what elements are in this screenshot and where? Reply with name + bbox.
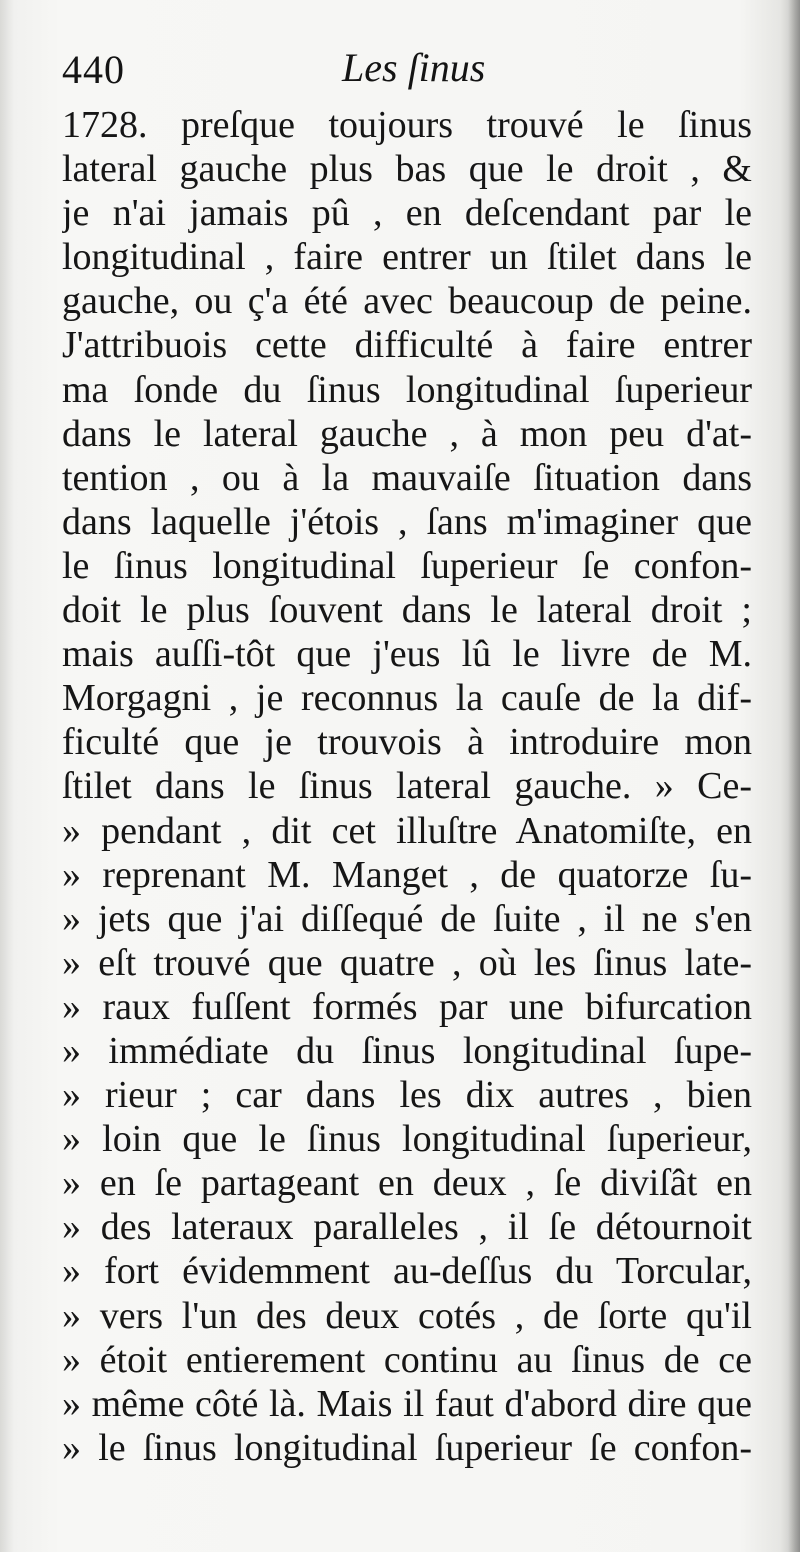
text-line: » jets que j'ai diſſequé de ſuite , il ne s'en	[62, 897, 752, 940]
text-line: » pendant , dit cet illuſtre Anatomiſte, en	[62, 809, 752, 852]
text-line: » même côté là. Mais il faut d'abord dire que	[62, 1382, 752, 1425]
text-line: » immédiate du ſinus longitudinal ſupe-	[62, 1029, 752, 1072]
text-line: J'attribuois cette difficulté à faire entrer	[62, 324, 752, 367]
page-edge-shadow	[788, 0, 800, 1552]
text-line: » rieur ; car dans les dix autres , bien	[62, 1074, 752, 1117]
text-line: dans le lateral gauche , à mon peu d'at-	[62, 412, 752, 455]
text-line: je n'ai jamais pû , en deſcendant par le	[62, 192, 752, 235]
text-line: » raux fuſſent formés par une bifurcation	[62, 985, 752, 1028]
text-line: » le ſinus longitudinal ſuperieur ſe confon-	[62, 1426, 752, 1469]
text-line: ficulté que je trouvois à introduire mon	[62, 721, 752, 764]
text-line: ma ſonde du ſinus longitudinal ſuperieur	[62, 368, 752, 411]
running-title: Les ſinus	[342, 45, 486, 90]
text-line: le ſinus longitudinal ſuperieur ſe confon-	[62, 544, 752, 587]
text-line: » étoit entierement continu au ſinus de ce	[62, 1338, 752, 1381]
text-line: dans laquelle j'étois , ſans m'imaginer que	[62, 500, 752, 543]
text-line: longitudinal , faire entrer un ſtilet dans le	[62, 236, 752, 279]
text-line: mais auſſi-tôt que j'eus lû le livre de M.	[62, 633, 752, 676]
text-line: » reprenant M. Manget , de quatorze ſu-	[62, 853, 752, 896]
text-line: ſtilet dans le ſinus lateral gauche. » Ce-	[62, 765, 752, 808]
page-number: 440	[62, 47, 125, 92]
text-line: doit le plus ſouvent dans le lateral droit ;	[62, 589, 752, 632]
text-line: tention , ou à la mauvaiſe ſituation dans	[62, 456, 752, 499]
text-line: » vers l'un des deux cotés , de ſorte qu'il	[62, 1294, 752, 1337]
text-line: Morgagni , je reconnus la cauſe de la dif-	[62, 677, 752, 720]
page-header	[62, 42, 752, 104]
text-line: » eſt trouvé que quatre , où les ſinus late-	[62, 941, 752, 984]
text-line: 1728. preſque toujours trouvé le ſinus	[62, 104, 752, 146]
body-text	[62, 103, 752, 1470]
text-line: » des lateraux paralleles , il ſe détournoit	[62, 1206, 752, 1249]
text-line: gauche, ou ç'a été avec beaucoup de peine.	[62, 280, 752, 323]
text-line: lateral gauche plus bas que le droit , &	[62, 148, 752, 191]
text-line: » fort évidemment au-deſſus du Torcular,	[62, 1250, 752, 1293]
text-line: » loin que le ſinus longitudinal ſuperieur,	[62, 1118, 752, 1161]
text-line: » en ſe partageant en deux , ſe diviſât en	[62, 1162, 752, 1205]
